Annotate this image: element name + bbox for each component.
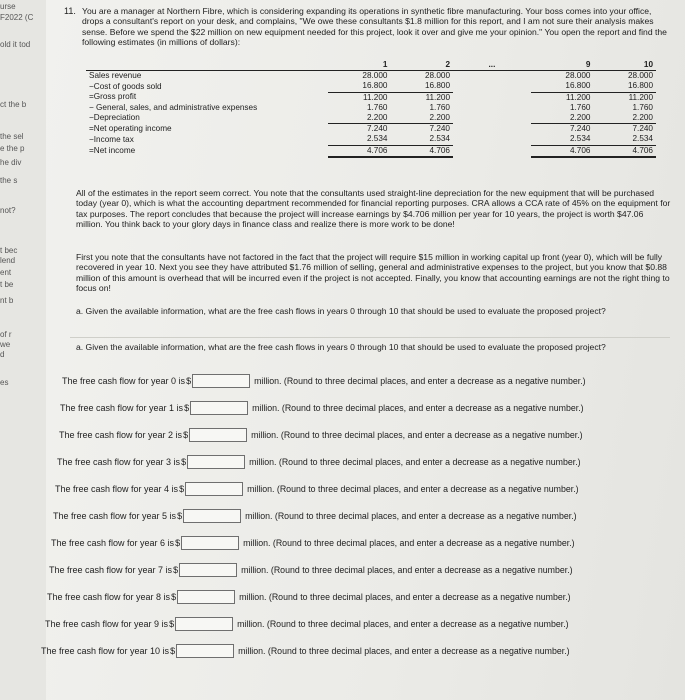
table-header (86, 60, 328, 71)
strip-text: urse (0, 2, 16, 11)
income-estimates-table (86, 60, 656, 158)
fcf-label: The free cash flow for year 5 is (53, 511, 177, 521)
cell-value: 11.200 (628, 92, 653, 102)
fcf-input-year-5[interactable] (183, 509, 241, 523)
fcf-label: The free cash flow for year 8 is (47, 592, 171, 602)
cell-value: 16.800 (390, 81, 453, 92)
table-row (86, 145, 656, 157)
dollar-sign: $ (170, 646, 176, 656)
dollar-sign: $ (181, 457, 187, 467)
fcf-instruction: million. (Round to three decimal places, and enter a decrease as a negative number.) (237, 619, 569, 629)
cell-value: 7.240 (632, 124, 653, 134)
cell-value: 2.534 (531, 134, 594, 145)
cell-value: 28.000 (531, 71, 594, 82)
question-intro: You are a manager at Northern Fibre, which is considering expanding its operations in synthetic fibre manufacturing. Your boss comes into your office, drops a consultant's report on your desk, and complains, "We owe these consultants $1.8 million for this report, and I am not sure their analysis makes sense. Before we spend the $22 million on new equipment needed for this project, look it over and give me your opinion." You open the report and find the following estimates (in millions of dollars): (82, 6, 667, 47)
fcf-instruction: million. (Round to three decimal places, and enter a decrease as a negative number.) (239, 592, 571, 602)
fcf-instruction: million. (Round to three decimal places, and enter a decrease as a negative number.) (238, 646, 570, 656)
cell-value: 28.000 (593, 71, 656, 82)
cell-value: 16.800 (328, 81, 391, 92)
row-label: −Depreciation (89, 113, 140, 123)
fcf-instruction: million. (Round to three decimal places, and enter a decrease as a negative number.) (245, 511, 577, 521)
cell-value: 2.200 (390, 113, 453, 124)
strip-text: nt b (0, 296, 14, 305)
cell-value: 2.200 (531, 113, 594, 124)
fcf-row-year-9 (45, 615, 569, 633)
fcf-instruction: million. (Round to three decimal places, and enter a decrease as a negative number.) (247, 484, 579, 494)
strip-text: es (0, 378, 9, 387)
strip-text: not? (0, 206, 16, 215)
dollar-sign: $ (186, 376, 192, 386)
strip-text: d (0, 350, 5, 359)
strip-text: the s (0, 176, 18, 185)
row-label: −Income tax (89, 134, 134, 144)
fcf-input-year-0[interactable] (192, 374, 250, 388)
table-header: 10 (643, 60, 653, 69)
fcf-row-year-1 (60, 399, 584, 417)
dollar-sign: $ (177, 511, 183, 521)
strip-text: of r (0, 330, 12, 339)
fcf-input-year-2[interactable] (189, 428, 247, 442)
fcf-instruction: million. (Round to three decimal places, and enter a decrease as a negative number.) (243, 538, 575, 548)
fcf-row-year-3 (57, 453, 581, 471)
cell-value: 4.706 (328, 145, 391, 157)
fcf-input-year-4[interactable] (185, 482, 243, 496)
dollar-sign: $ (184, 403, 190, 413)
fcf-input-year-9[interactable] (175, 617, 233, 631)
fcf-row-year-5 (53, 507, 577, 525)
cell-value: 2.534 (328, 134, 391, 145)
table-header: ... (488, 60, 496, 69)
fcf-row-year-8 (47, 588, 571, 606)
cell-value: 16.800 (593, 81, 656, 92)
dollar-sign: $ (171, 592, 177, 602)
row-label: Sales revenue (86, 71, 328, 82)
question-part-a-repeat: a. Given the available information, what are the free cash flows in years 0 through 10 that should be used to evaluate the proposed project? (76, 342, 606, 352)
fcf-label: The free cash flow for year 0 is (62, 376, 186, 386)
table-row (86, 81, 656, 92)
table-header: 9 (585, 60, 591, 69)
fcf-row-year-0 (62, 372, 586, 390)
table-row (86, 103, 656, 113)
report-findings-paragraph: All of the estimates in the report seem correct. You note that the consultants used straight-line depreciation for the new equipment that will be purchased today (year 0), which is what the accounting department recommended for financial reporting purposes. CRA allows a CCA rate of 45% on the equipment for tax purposes. The report concludes that because the project will increase earnings by $4.706 million per year for 10 years, the project is worth $47.06 million. You think back to your glory days in finance class and realize there is more work to be done! (76, 188, 671, 229)
cell-value: 7.240 (569, 124, 591, 134)
section-divider (70, 337, 670, 338)
cell-value: 16.800 (531, 81, 594, 92)
dollar-sign: $ (175, 538, 181, 548)
row-label: − General, sales, and administrative expenses (89, 102, 258, 112)
fcf-instruction: million. (Round to three decimal places, and enter a decrease as a negative number.) (251, 430, 583, 440)
fcf-label: The free cash flow for year 9 is (45, 619, 169, 629)
fcf-label: The free cash flow for year 7 is (49, 565, 173, 575)
cell-value: 2.200 (328, 113, 391, 124)
row-label: =Net income (89, 145, 136, 155)
fcf-input-year-6[interactable] (181, 536, 239, 550)
cell-value: 11.200 (363, 92, 388, 102)
cell-value: 4.706 (593, 145, 656, 157)
adjustments-paragraph: First you note that the consultants have not factored in the fact that the project will require $15 million in working capital up front (year 0), which will be fully recovered in year 10. Next you see they have attributed $1.76 million of selling, general and administrative expenses to the project, but you know that $0.88 million of this amount is overhead that will be incurred even if the project is not accepted. Finally, you know that accounting earnings are not the right thing to focus on! (76, 252, 670, 293)
cell-value: 2.534 (593, 134, 656, 145)
fcf-instruction: million. (Round to three decimal places, and enter a decrease as a negative number.) (241, 565, 573, 575)
fcf-label: The free cash flow for year 1 is (60, 403, 184, 413)
cell-value: 1.760 (569, 102, 591, 112)
fcf-input-year-1[interactable] (190, 401, 248, 415)
cell-value: 11.200 (425, 92, 450, 102)
fcf-input-year-8[interactable] (177, 590, 235, 604)
strip-text: lend (0, 256, 16, 265)
row-label: =Net operating income (89, 123, 172, 133)
strip-text: we (0, 340, 11, 349)
fcf-row-year-10 (41, 642, 570, 660)
dollar-sign: $ (173, 565, 179, 575)
cell-value: 2.534 (390, 134, 453, 145)
fcf-instruction: million. (Round to three decimal places, and enter a decrease as a negative number.) (252, 403, 584, 413)
question-part-a: a. Given the available information, what are the free cash flows in years 0 through 10 that should be used to evaluate the proposed project? (76, 306, 606, 316)
table-row (86, 134, 656, 145)
fcf-label: The free cash flow for year 3 is (57, 457, 181, 467)
strip-text: ent (0, 268, 12, 277)
question-sheet (41, 0, 685, 700)
cell-value: 4.706 (531, 145, 594, 157)
table-header: 1 (382, 60, 388, 69)
fcf-row-year-4 (55, 480, 579, 498)
cell-value: 2.200 (593, 113, 656, 124)
cell-value: 7.240 (429, 124, 450, 134)
fcf-label: The free cash flow for year 10 is (41, 646, 170, 656)
question-number: 11. (64, 6, 76, 16)
fcf-label: The free cash flow for year 2 is (59, 430, 183, 440)
fcf-row-year-2 (59, 426, 583, 444)
cell-value: 28.000 (328, 71, 391, 82)
dollar-sign: $ (169, 619, 175, 629)
table-row (86, 92, 656, 103)
cell-value: 11.200 (566, 92, 591, 102)
strip-text: F2022 (C (0, 13, 34, 22)
fcf-row-year-7 (49, 561, 573, 579)
adjacent-page-strip (0, 0, 47, 700)
cell-value: 1.760 (429, 102, 450, 112)
strip-text: t bec (0, 246, 18, 255)
fcf-instruction: million. (Round to three decimal places, and enter a decrease as a negative number.) (249, 457, 581, 467)
strip-text: he div (0, 158, 22, 167)
fcf-label: The free cash flow for year 6 is (51, 538, 175, 548)
fcf-input-year-3[interactable] (187, 455, 245, 469)
dollar-sign: $ (179, 484, 185, 494)
table-header-row (86, 60, 656, 71)
fcf-instruction: million. (Round to three decimal places, and enter a decrease as a negative number.) (254, 376, 586, 386)
fcf-row-year-6 (51, 534, 575, 552)
cell-value: 1.760 (366, 102, 388, 112)
row-label: −Cost of goods sold (89, 81, 162, 91)
dollar-sign: $ (183, 430, 189, 440)
fcf-input-year-7[interactable] (179, 563, 237, 577)
table-row (86, 124, 656, 135)
cell-value: 1.760 (632, 102, 653, 112)
cell-value: 7.240 (366, 124, 388, 134)
table-row (86, 113, 656, 124)
fcf-label: The free cash flow for year 4 is (55, 484, 179, 494)
row-label: =Gross profit (89, 92, 137, 102)
strip-text: old it tod (0, 40, 31, 49)
table-row (86, 71, 656, 82)
cell-value: 4.706 (390, 145, 453, 157)
strip-text: t be (0, 280, 14, 289)
fcf-input-year-10[interactable] (176, 644, 234, 658)
strip-text: the sel (0, 132, 24, 141)
cell-value: 28.000 (390, 71, 453, 82)
strip-text: ct the b (0, 100, 27, 109)
strip-text: e the p (0, 144, 25, 153)
table-header: 2 (445, 60, 450, 69)
